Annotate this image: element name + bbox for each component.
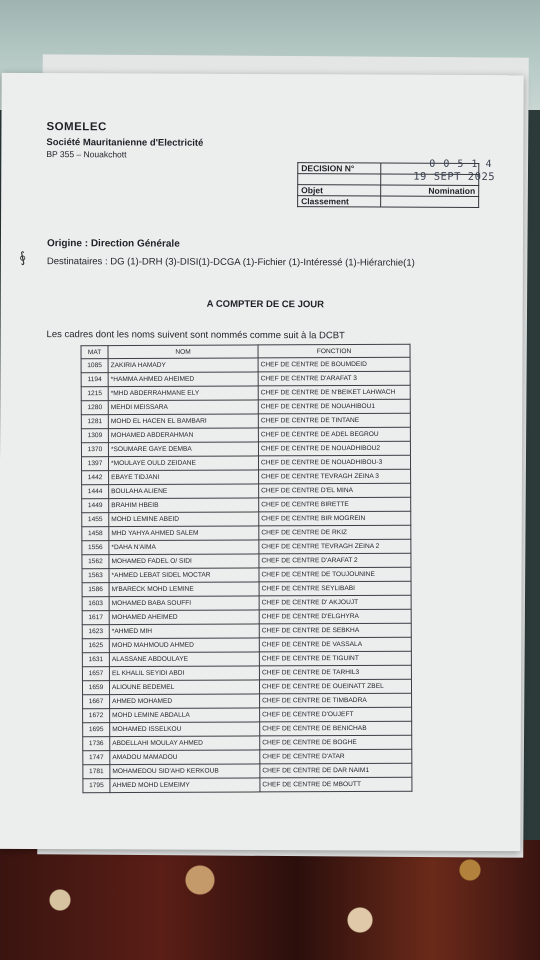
cell-fonction: CHEF DE CENTRE D'ARAFAT 2 <box>259 553 411 568</box>
cell-nom: MOHD EL HACEN EL BAMBARI <box>108 414 258 429</box>
cell-fonction: CHEF DE CENTRE DE TARHIL3 <box>259 665 411 680</box>
cell-fonction: CHEF DE CENTRE DE N'BEIKET LAHWACH <box>258 385 410 400</box>
cell-mat: 1442 <box>82 471 109 485</box>
cell-nom: MOHAMED ABDERAHMAN <box>108 428 258 443</box>
cell-nom: *AHMED MIH <box>109 624 259 639</box>
decision-label: DECISION N° <box>298 163 381 174</box>
table-row <box>82 567 411 582</box>
cell-mat: 1695 <box>83 723 110 737</box>
cell-mat: 1659 <box>82 681 109 695</box>
cell-nom: *HAMMA AHMED AHEIMED <box>108 372 258 387</box>
cell-mat: 1672 <box>83 709 110 723</box>
cell-mat: 1563 <box>82 569 109 583</box>
cell-fonction: CHEF DE CENTRE DE NOUAHIBOU1 <box>258 399 410 414</box>
objet-value: Nomination <box>381 185 479 196</box>
table-row <box>81 371 410 386</box>
cell-fonction: CHEF DE CENTRE DE BOGHE <box>260 735 412 750</box>
cell-nom: BOULAHA ALIENE <box>109 484 259 499</box>
table-row <box>82 581 411 596</box>
date-stamp: 19 SEPT 2025 <box>413 170 496 184</box>
cell-fonction: CHEF DE CENTRE DE ADEL BEGROU <box>258 427 410 442</box>
cell-mat: 1309 <box>81 429 108 443</box>
cell-nom: *MOULAYE OULD ZEIDANE <box>108 456 258 471</box>
cell-nom: EBAYE TIDJANI <box>109 470 259 485</box>
cell-nom: MOHD MAHMOUD AHMED <box>109 638 259 653</box>
cell-nom: *AHMED LEBAT SIDEL MOCTAR <box>109 568 259 583</box>
cell-nom: AHMED MOHAMED <box>110 694 260 709</box>
table-row <box>82 595 411 610</box>
cell-mat: 1795 <box>83 779 110 793</box>
table-row <box>81 441 410 456</box>
cell-nom: ALIOUNE BEDEMEL <box>109 680 259 695</box>
cell-mat: 1280 <box>81 401 108 415</box>
table-row <box>81 357 410 372</box>
cell-fonction: CHEF DE CENTRE TEVRAGH ZEINA 2 <box>259 539 411 554</box>
table-row <box>82 665 411 680</box>
cell-fonction: CHEF DE CENTRE DE NOUADHIBOU2 <box>258 441 410 456</box>
cell-fonction: CHEF DE CENTRE DE NOUADHIBOU-3 <box>258 455 410 470</box>
cell-fonction: CHEF DE CENTRE D'ELGHYRA <box>259 609 411 624</box>
cell-nom: ALASSANE ABDOULAYE <box>109 652 259 667</box>
cell-mat: 1444 <box>82 485 109 499</box>
cell-mat: 1281 <box>81 415 108 429</box>
cell-mat: 1736 <box>83 737 110 751</box>
nomination-table <box>81 344 413 793</box>
cell-mat: 1215 <box>81 387 108 401</box>
cell-fonction: CHEF DE CENTRE DE TOUJOUNINE <box>259 567 411 582</box>
cell-mat: 1085 <box>81 359 108 373</box>
handwritten-mark-icon: ∮ <box>16 248 28 266</box>
cell-nom: MOHD LEMINE ABDALLA <box>110 708 260 723</box>
table-row <box>82 469 411 484</box>
company-subtitle: Société Mauritanienne d'Electricité <box>46 137 204 149</box>
cell-fonction: CHEF DE CENTRE DE OUEINATT ZBEL <box>259 679 411 694</box>
cell-fonction: CHEF DE CENTRE DE BOUMDEID <box>258 357 410 372</box>
table-body <box>81 357 412 792</box>
table-row <box>81 455 410 470</box>
cell-fonction: CHEF DE CENTRE DE TIMBADRA <box>260 693 412 708</box>
date-label-cell <box>298 174 381 185</box>
cell-fonction: CHEF DE CENTRE D'ARAFAT 3 <box>258 371 410 386</box>
cell-mat: 1625 <box>82 639 109 653</box>
table-row <box>83 777 412 792</box>
cell-fonction: CHEF DE CENTRE DE BENICHAB <box>260 721 412 736</box>
cell-nom: MOHAMEDOU SID'AHD KERKOUB <box>110 764 260 779</box>
cell-mat: 1603 <box>82 597 109 611</box>
header-nom: NOM <box>108 345 258 359</box>
table-row <box>82 679 411 694</box>
table-row <box>82 539 411 554</box>
cell-mat: 1556 <box>82 541 109 555</box>
cell-fonction: CHEF DE CENTRE TEVRAGH ZEINA 3 <box>259 469 411 484</box>
header-mat: MAT <box>81 346 108 359</box>
cell-mat: 1667 <box>83 695 110 709</box>
cell-fonction: CHEF DE CENTRE D'EL MINA <box>259 483 411 498</box>
table-row <box>83 707 412 722</box>
table-row <box>82 525 411 540</box>
cell-mat: 1747 <box>83 751 110 765</box>
cell-mat: 1397 <box>81 457 108 471</box>
cell-nom: EL KHALIL SEYIDI ABDI <box>109 666 259 681</box>
table-row <box>83 749 412 764</box>
cell-mat: 1370 <box>81 443 108 457</box>
cell-nom: *DAHA N'AIMA <box>109 540 259 555</box>
table-row <box>81 413 410 428</box>
cell-nom: AMADOU MAMADOU <box>110 750 260 765</box>
cell-fonction: CHEF DE CENTRE DE SEBKHA <box>259 623 411 638</box>
cell-fonction: CHEF DE CENTRE D' AKJOUJT <box>259 595 411 610</box>
cell-fonction: CHEF DE CENTRE BIRETTE <box>259 497 411 512</box>
origine-line: Origine : Direction Générale <box>46 238 180 250</box>
cell-nom: MEHDI MEISSARA <box>108 400 258 415</box>
heading: A COMPTER DE CE JOUR <box>206 298 325 311</box>
table-row <box>81 385 410 400</box>
cell-fonction: CHEF DE CENTRE D'ATAR <box>260 749 412 764</box>
table-row <box>83 721 412 736</box>
cell-fonction: CHEF DE CENTRE DE TINTANE <box>258 413 410 428</box>
table-row <box>81 427 410 442</box>
cell-fonction: CHEF DE CENTRE DE DAR NAIM1 <box>260 763 412 778</box>
objet-label: Objet <box>298 185 381 196</box>
cell-mat: 1455 <box>82 513 109 527</box>
cell-nom: M'BARECK MOHD LEMINE <box>109 582 259 597</box>
cell-mat: 1617 <box>82 611 109 625</box>
cell-nom: MOHD LEMINE ABEID <box>109 512 259 527</box>
cell-fonction: CHEF DE CENTRE D'OUJEFT <box>260 707 412 722</box>
classement-value <box>381 196 479 207</box>
cell-fonction: CHEF DE CENTRE BIR MOGREIN <box>259 511 411 526</box>
cell-mat: 1631 <box>82 653 109 667</box>
cell-nom: ZAKIRIA HAMADY <box>108 358 258 373</box>
table-row <box>82 637 411 652</box>
cell-fonction: CHEF DE CENTRE DE RKIZ <box>259 525 411 540</box>
cell-mat: 1449 <box>82 499 109 513</box>
cell-nom: BRAHIM HBEIB <box>109 498 259 513</box>
table-row <box>82 497 411 512</box>
company-name: SOMELEC <box>46 121 107 134</box>
cell-nom: MOHAMED FADEL O/ SIDI <box>109 554 259 569</box>
cell-mat: 1657 <box>82 667 109 681</box>
cell-mat: 1562 <box>82 555 109 569</box>
cell-mat: 1781 <box>83 765 110 779</box>
cell-nom: *SOUMARE GAYE DEMBA <box>108 442 258 457</box>
cell-nom: AHMED MOHD LEMEIMY <box>110 778 260 793</box>
cell-fonction: CHEF DE CENTRE SEYLIBABI <box>259 581 411 596</box>
header-fonction: FONCTION <box>258 344 410 358</box>
cell-nom: MOHAMED ISSELKOU <box>110 722 260 737</box>
table-row <box>82 553 411 568</box>
table-row <box>83 693 412 708</box>
cell-fonction: CHEF DE CENTRE DE MBOUTT <box>260 777 412 792</box>
company-address: BP 355 – Nouakchott <box>46 149 127 160</box>
table-row <box>83 735 412 750</box>
cell-nom: MOHAMED AHEIMED <box>109 610 259 625</box>
cell-nom: MOHAMED BABA SOUFFI <box>109 596 259 611</box>
document-page <box>0 73 524 851</box>
table-row <box>81 399 410 414</box>
intro-text: Les cadres dont les noms suivent sont nommés comme suit à la DCBT <box>46 329 345 342</box>
table-row <box>83 763 412 778</box>
decision-number-stamp: 0 0 5 1 4 <box>429 158 493 171</box>
cell-fonction: CHEF DE CENTRE DE VASSALA <box>259 637 411 652</box>
table-row <box>82 651 411 666</box>
cell-nom: *MHD ABDERRAHMANE ELY <box>108 386 258 401</box>
cell-mat: 1623 <box>82 625 109 639</box>
table-row <box>82 483 411 498</box>
table-row <box>82 511 411 526</box>
background-carpet <box>0 840 540 960</box>
cell-mat: 1194 <box>81 373 108 387</box>
cell-mat: 1586 <box>82 583 109 597</box>
classement-label: Classement <box>298 196 381 207</box>
destinataires-line: Destinataires : DG (1)-DRH (3)-DISI(1)-DCGA (1)-Fichier (1)-Intéressé (1)-Hiérarchie(1) <box>46 256 415 269</box>
cell-fonction: CHEF DE CENTRE DE TIGUINT <box>259 651 411 666</box>
cell-mat: 1458 <box>82 527 109 541</box>
table-row <box>82 623 411 638</box>
table-row <box>82 609 411 624</box>
cell-nom: MHD YAHYA AHMED SALEM <box>109 526 259 541</box>
cell-nom: ABDELLAHI MOULAY AHMED <box>110 736 260 751</box>
